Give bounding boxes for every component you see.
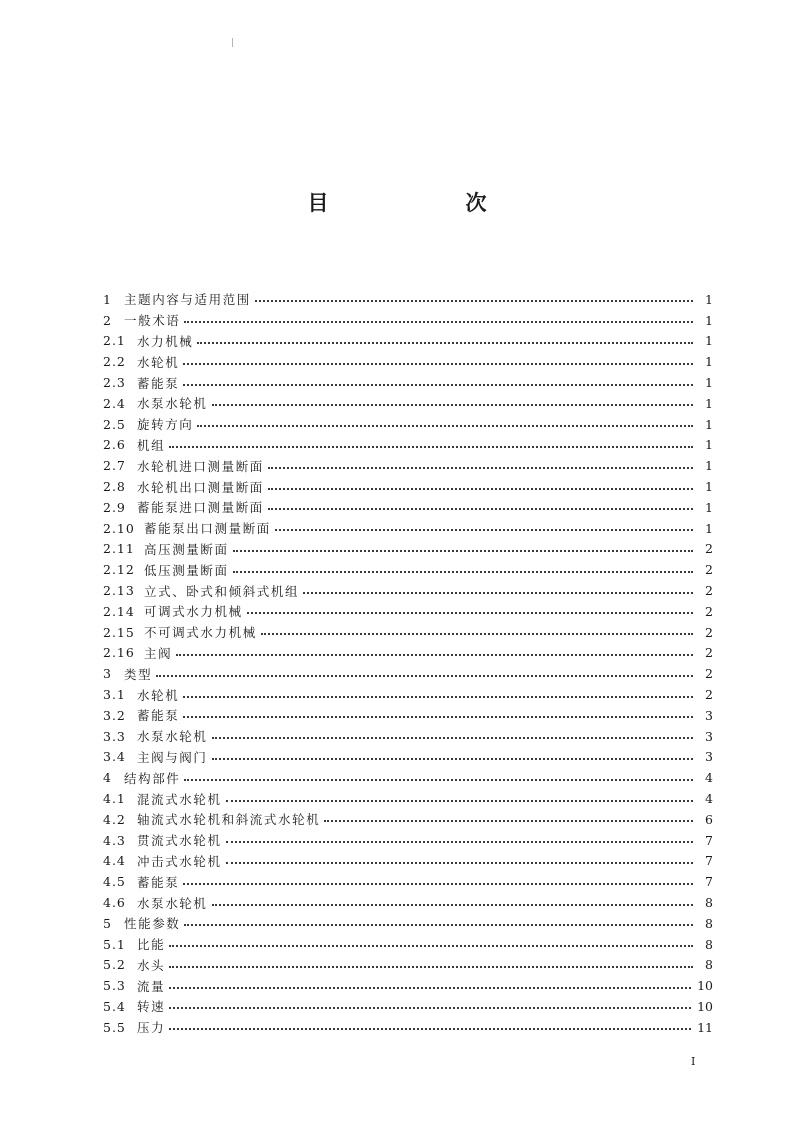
toc-entry-page: 10 [697,978,713,994]
toc-entry-number: 2.4 [103,395,126,411]
toc-entry[interactable] [103,663,713,684]
toc-entry-title: 混流式水轮机 [137,791,222,807]
toc-dot-leader [226,841,693,843]
toc-dot-leader [212,904,693,906]
toc-entry-title: 主阀与阀门 [137,749,208,765]
toc-dot-leader [169,987,691,989]
toc-entry-title: 贯流式水轮机 [137,833,222,849]
toc-entry-title: 转速 [137,999,166,1015]
toc-entry-title: 水轮机 [137,354,180,370]
toc-entry-title: 水头 [137,957,166,973]
toc-entry[interactable] [103,955,713,976]
toc-dot-leader [268,508,693,510]
toc-entry-page: 7 [705,832,713,848]
toc-entry-title: 蓄能泵出口测量断面 [144,521,271,537]
toc-dot-leader [184,779,693,781]
toc-entry[interactable] [103,559,713,580]
toc-entry-page: 7 [705,874,713,890]
toc-dot-leader [261,633,693,635]
toc-entry-number: 2.2 [103,354,126,370]
toc-entry[interactable] [103,871,713,892]
toc-dot-leader [183,716,693,718]
toc-entry[interactable] [103,643,713,664]
toc-entry-page: 8 [705,915,713,931]
toc-entry[interactable] [103,310,713,331]
toc-entry-page: 1 [705,499,713,515]
toc-dot-leader [226,800,693,802]
toc-entry[interactable] [103,975,713,996]
toc-entry-page: 8 [705,936,713,952]
toc-entry[interactable] [103,684,713,705]
toc-entry[interactable] [103,892,713,913]
toc-entry-number: 4.2 [103,811,126,827]
toc-entry-number: 3 [103,666,112,682]
toc-entry-page: 1 [705,312,713,328]
toc-entry[interactable] [103,1017,713,1038]
toc-entry-page: 7 [705,853,713,869]
toc-entry-title: 立式、卧式和倾斜式机组 [144,583,300,599]
toc-entry-number: 2.3 [103,375,126,391]
toc-entry-title: 可调式水力机械 [144,604,243,620]
toc-entry-page: 6 [705,811,713,827]
toc-entry-number: 1 [103,291,112,307]
toc-entry[interactable] [103,788,713,809]
toc-entry-page: 1 [705,458,713,474]
toc-entry-title: 蓄能泵 [137,708,180,724]
toc-entry[interactable] [103,393,713,414]
toc-dot-leader [183,696,693,698]
toc-entry-page: 2 [705,624,713,640]
toc-entry[interactable] [103,414,713,435]
toc-entry-title: 水泵水轮机 [137,895,208,911]
toc-entry-title: 类型 [124,666,153,682]
toc-dot-leader [233,550,693,552]
toc-entry[interactable] [103,372,713,393]
toc-entry-page: 1 [705,520,713,536]
toc-entry-page: 1 [705,354,713,370]
toc-entry-number: 4.1 [103,791,126,807]
toc-entry[interactable] [103,851,713,872]
toc-entry-number: 2.13 [103,583,135,599]
toc-entry-number: 2.8 [103,479,126,495]
toc-entry-title: 蓄能泵 [137,375,180,391]
toc-entry-number: 5.1 [103,936,126,952]
toc-dot-leader [212,404,693,406]
toc-entry-page: 1 [705,437,713,453]
toc-entry-title: 蓄能泵进口测量断面 [137,500,264,516]
toc-entry-number: 2.7 [103,458,126,474]
toc-entry[interactable] [103,767,713,788]
toc-entry[interactable] [103,809,713,830]
toc-entry-number: 5.2 [103,957,126,973]
toc-entry-page: 4 [705,791,713,807]
toc-entry[interactable] [103,601,713,622]
toc-entry-title: 水轮机出口测量断面 [137,479,264,495]
toc-dot-leader [184,924,693,926]
toc-dot-leader [197,425,693,427]
toc-entry-page: 1 [705,291,713,307]
toc-entry[interactable] [103,580,713,601]
toc-entry[interactable] [103,996,713,1017]
toc-entry-page: 2 [705,541,713,557]
toc-entry[interactable] [103,622,713,643]
toc-entry-number: 2.1 [103,333,126,349]
toc-entry[interactable] [103,497,713,518]
toc-dot-leader [268,467,693,469]
toc-entry-title: 水轮机 [137,687,180,703]
toc-entry-number: 4.5 [103,874,126,890]
toc-entry[interactable] [103,289,713,310]
toc-dot-leader [268,488,693,490]
toc-dot-leader [183,384,693,386]
toc-dot-leader [255,300,693,302]
toc-entry-title: 冲击式水轮机 [137,853,222,869]
toc-entry-number: 4.6 [103,895,126,910]
toc-entry-number: 2.6 [103,437,126,453]
toc-entry-page: 2 [705,562,713,578]
toc-entry-number: 2.15 [103,624,135,640]
toc-entry-number: 5.3 [103,978,126,994]
toc-entry[interactable] [103,518,713,539]
toc-dot-leader [169,1007,691,1009]
toc-entry[interactable] [103,476,713,497]
toc-entry[interactable] [103,747,713,768]
toc-entry[interactable] [103,705,713,726]
toc-entry-title: 轴流式水轮机和斜流式水轮机 [137,812,321,828]
toc-entry-title: 性能参数 [124,916,181,932]
toc-entry-title: 一般术语 [124,313,181,329]
toc-entry-page: 2 [705,687,713,703]
toc-entry[interactable] [103,830,713,851]
toc-entry[interactable] [103,351,713,372]
toc-entry-page: 11 [697,1019,713,1035]
toc-entry-page: 3 [705,728,713,744]
toc-entry-number: 3.1 [103,687,126,703]
toc-entry-title: 流量 [137,978,166,994]
toc-entry-number: 2.14 [103,603,135,619]
toc-entry-number: 4.4 [103,853,126,869]
toc-entry-title: 主题内容与适用范围 [124,292,251,308]
toc-entry-number: 2.12 [103,562,135,578]
toc-entry[interactable] [103,331,713,352]
toc-entry-page: 2 [705,603,713,619]
toc-entry-title: 水轮机进口测量断面 [137,458,264,474]
table-of-contents [103,289,713,1038]
toc-entry-number: 5 [103,915,112,931]
toc-entry-title: 机组 [137,437,166,453]
toc-entry-number: 3.3 [103,728,126,744]
toc-dot-leader [183,363,693,365]
toc-dot-leader [324,820,693,822]
toc-entry[interactable] [103,455,713,476]
toc-entry-title: 结构部件 [124,770,181,786]
toc-entry-page: 2 [705,583,713,599]
toc-entry-title: 高压测量断面 [144,541,229,557]
toc-entry-page: 1 [705,333,713,349]
toc-entry[interactable] [103,913,713,934]
toc-entry-number: 2.10 [103,520,135,536]
toc-entry-number: 2 [103,312,112,328]
toc-entry-title: 压力 [137,1020,166,1036]
toc-dot-leader [169,1028,691,1030]
toc-entry-number: 4 [103,770,112,786]
toc-entry-number: 2.11 [103,541,135,557]
toc-entry-page: 1 [705,416,713,432]
toc-entry-page: 2 [705,645,713,661]
toc-entry-page: 1 [705,479,713,495]
toc-entry-page: 1 [705,395,713,411]
toc-entry-page: 3 [705,707,713,723]
toc-dot-leader [169,945,693,947]
toc-entry-title: 水泵水轮机 [137,396,208,412]
toc-entry-page: 8 [705,895,713,910]
toc-entry-page: 4 [705,770,713,786]
toc-entry-number: 2.16 [103,645,135,661]
toc-entry-title: 低压测量断面 [144,562,229,578]
toc-entry[interactable] [103,934,713,955]
page-folio: I [691,1055,696,1068]
toc-dot-leader [247,612,693,614]
toc-dot-leader [212,737,693,739]
toc-entry-number: 5.4 [103,998,126,1014]
toc-dot-leader [183,883,693,885]
toc-dot-leader [169,446,693,448]
toc-entry-page: 3 [705,749,713,765]
toc-dot-leader [303,592,693,594]
toc-dot-leader [226,862,693,864]
toc-entry-title: 水力机械 [137,333,194,349]
toc-dot-leader [169,966,693,968]
toc-entry-page: 8 [705,957,713,973]
toc-dot-leader [212,758,693,760]
toc-entry-title: 蓄能泵 [137,874,180,890]
toc-dot-leader [233,571,693,573]
toc-dot-leader [156,675,693,677]
toc-entry[interactable] [103,539,713,560]
toc-entry-number: 3.2 [103,707,126,723]
toc-entry-title: 水泵水轮机 [137,729,208,745]
toc-entry-number: 4.3 [103,832,126,848]
toc-entry-page: 1 [705,375,713,391]
page-title: 目 次 [307,191,545,215]
toc-dot-leader [275,529,693,531]
toc-entry[interactable] [103,435,713,456]
toc-dot-leader [184,321,693,323]
toc-entry-number: 2.5 [103,416,126,432]
toc-entry-title: 旋转方向 [137,417,194,433]
toc-entry-title: 比能 [137,937,166,953]
toc-entry-number: 3.4 [103,749,126,765]
toc-entry-title: 主阀 [144,645,173,661]
toc-dot-leader [197,342,693,344]
toc-entry-title: 不可调式水力机械 [144,625,257,641]
toc-entry[interactable] [103,726,713,747]
toc-entry-number: 5.5 [103,1019,126,1035]
toc-entry-number: 2.9 [103,499,126,515]
toc-dot-leader [176,654,693,656]
toc-entry-page: 2 [705,666,713,682]
scan-artifact-mark [232,38,233,47]
toc-entry-page: 10 [697,998,713,1014]
